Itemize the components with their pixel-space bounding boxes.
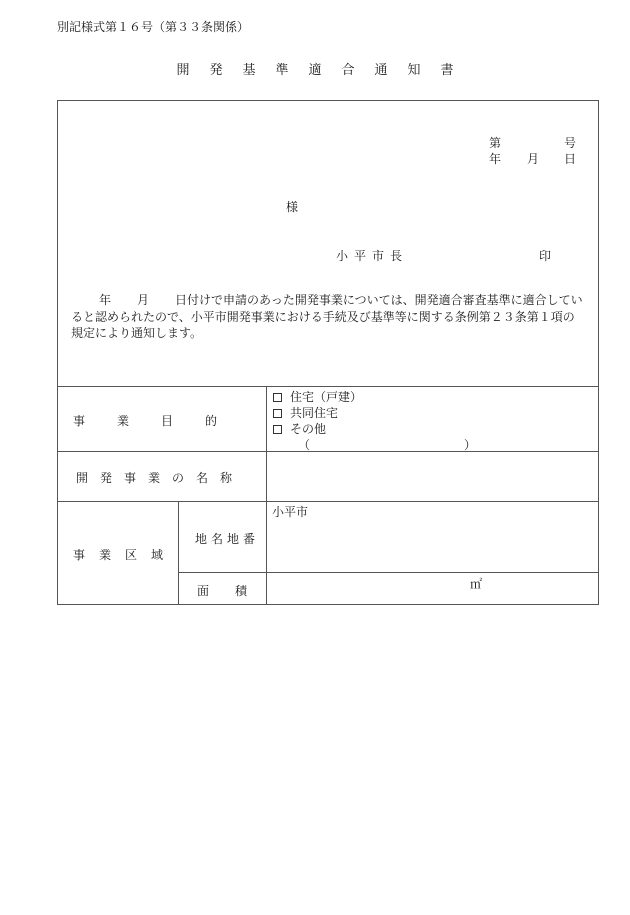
other-open-paren: （ (298, 438, 311, 452)
notice-number-label: 第 (489, 136, 502, 150)
seal-mark: 印 (539, 249, 552, 263)
document-title: 開発基準適合通知書 (176, 63, 474, 78)
checkbox-icon[interactable] (273, 409, 282, 418)
size-unit: ㎡ (470, 577, 483, 591)
column-divider-sublabel (178, 501, 179, 605)
project-name-label: 開発事業の名称 (76, 471, 245, 485)
checkbox-icon[interactable] (273, 425, 282, 434)
lot-label: 地名地番 (195, 532, 260, 546)
other-close-paren: ） (464, 438, 477, 452)
purpose-label: 事業目的 (73, 414, 250, 428)
purpose-option-apartment[interactable] (273, 404, 338, 421)
notice-number-suffix: 号 (564, 136, 577, 150)
body-year: 年 (99, 293, 112, 307)
divider-area-top (57, 501, 599, 502)
form-number-label: 別記様式第１６号（第３３条関係） (57, 20, 250, 34)
issuer-name: 小平市長 (336, 249, 409, 263)
date-day: 日 (564, 152, 577, 166)
project-name-field[interactable] (267, 452, 598, 500)
notice-body (71, 292, 586, 342)
body-month: 月 (137, 293, 150, 307)
divider-size-top (178, 572, 599, 573)
divider-purpose-top (57, 386, 599, 387)
addressee-suffix: 様 (286, 200, 299, 214)
purpose-option-detached[interactable] (273, 388, 362, 405)
size-label: 面積 (197, 584, 274, 598)
date-month: 月 (527, 152, 540, 166)
date-year: 年 (489, 152, 502, 166)
option-label: その他 (290, 422, 327, 436)
form-table (57, 100, 599, 605)
lot-value[interactable]: 小平市 (272, 505, 309, 519)
option-label: 共同住宅 (290, 406, 339, 420)
option-label: 住宅（戸建） (290, 390, 363, 404)
body-text: 日付けで申請のあった開発事業については、開発適合審査基準に適合していると認められたので、小平市開発事業における手続及び基準等に関する条例第２３条第１項の規定により通知します。 (71, 293, 583, 340)
checkbox-icon[interactable] (273, 393, 282, 402)
area-label: 事業区域 (73, 548, 178, 562)
purpose-option-other[interactable] (273, 420, 326, 437)
